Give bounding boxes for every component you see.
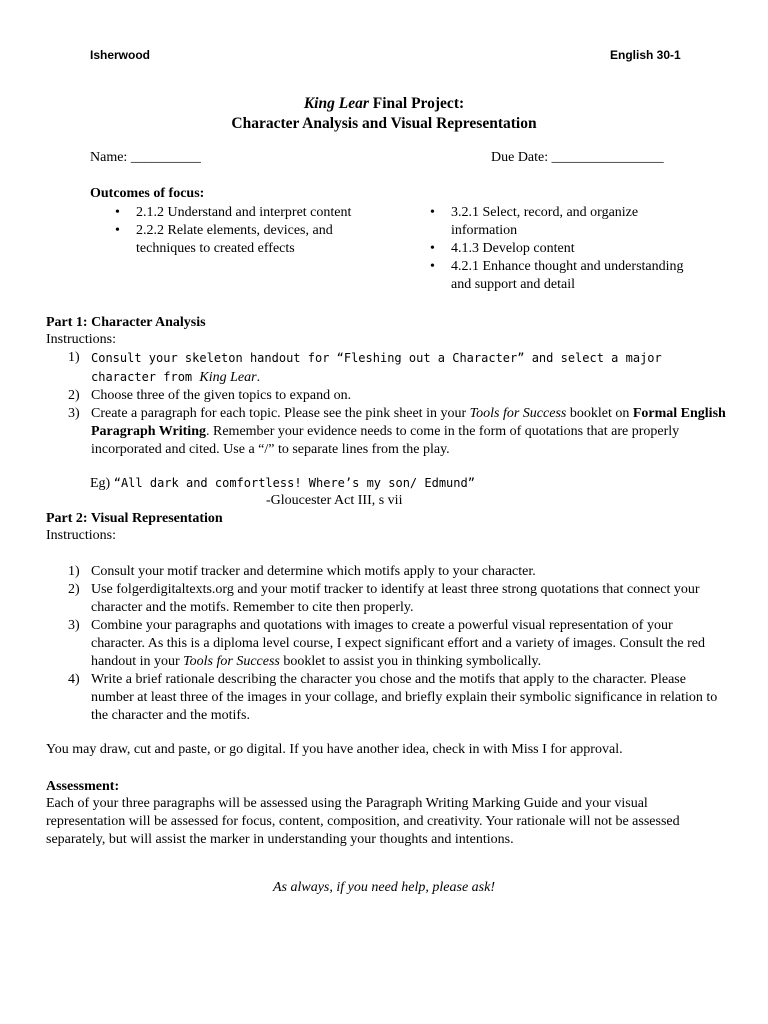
example-citation: -Gloucester Act III, s vii [266, 493, 403, 508]
assessment-text: Each of your three paragraphs will be assessed using the Paragraph Writing Marking Guide and your visual representation will be assessed for focus, content, composition, and creativity. Your rationale will not be assessed separately, but will assist the marker in understanding your thoughts and intentions. [46, 796, 680, 847]
list-text: . [256, 370, 261, 385]
list-number: 1) [68, 564, 80, 579]
list-item [46, 387, 726, 405]
list-number: 4) [68, 672, 80, 687]
title-line1-rest: Final Project: [368, 95, 465, 112]
header-course: English 30-1 [610, 48, 681, 62]
assessment-heading: Assessment: [46, 779, 120, 794]
list-text: Use folgerdigitaltexts.org and your motif tracker to identify at least three strong quotations that connect your character and the motifs. Remember to cite then properly. [91, 582, 700, 615]
outcomes-right-list [428, 204, 698, 294]
part2-instructions-label: Instructions: [46, 528, 116, 543]
header-teacher-name: Isherwood [90, 48, 151, 62]
play-title-ref: King Lear [199, 370, 257, 385]
outcome-item: • 4.1.3 Develop content [428, 240, 698, 258]
example-quote [90, 474, 475, 493]
list-number: 3) [68, 618, 80, 633]
page-title [0, 94, 768, 134]
list-text: booklet to assist you in thinking symbolically. [279, 654, 542, 669]
list-text: Consult your motif tracker and determine which motifs apply to your character. [91, 564, 536, 579]
outcome-item: • 2.1.2 Understand and interpret content [113, 204, 363, 222]
booklet-title-ref: Tools for Success [469, 406, 567, 421]
list-item [46, 581, 726, 617]
part1-instructions-label: Instructions: [46, 332, 116, 347]
title-play: King Lear [303, 95, 369, 112]
example-label: Eg) [90, 476, 114, 491]
list-text: Consult your skeleton handout for “Fleshing out a Character” and select a major character from [91, 351, 662, 384]
list-text: Create a paragraph for each topic. Please see the pink sheet in your [91, 406, 470, 421]
options-note: You may draw, cut and paste, or go digital. If you have another idea, check in with Miss I for approval. [46, 742, 623, 757]
list-number: 2) [68, 388, 80, 403]
booklet-title-ref: Tools for Success [183, 654, 280, 669]
list-text: Combine your paragraphs and quotations with images to create a powerful visual representation of your character. As this is a diploma level course, I expect significant effort and a variety of images. Consult the red handout in your [91, 618, 705, 669]
list-number: 2) [68, 582, 80, 597]
list-text: Choose three of the given topics to expand on. [91, 388, 352, 403]
list-item [46, 405, 726, 459]
part1-list [46, 349, 726, 459]
part2-list [46, 563, 726, 725]
list-item [46, 563, 726, 581]
closing-note: As always, if you need help, please ask! [272, 880, 495, 895]
list-item [46, 671, 726, 725]
list-item [46, 617, 726, 671]
list-text: Write a brief rationale describing the character you chose and the motifs that apply to the character. Please number at least three of the images in your collage, and briefly explain their symbolic significance in relation to the character and the motifs. [91, 672, 718, 723]
list-number: 3) [68, 406, 80, 421]
outcomes-heading: Outcomes of focus: [90, 186, 205, 201]
due-date-field: Due Date: ________________ [491, 150, 664, 165]
list-bold-text: Formal English Paragraph Writing [91, 406, 726, 439]
list-item [46, 349, 726, 387]
outcome-item: • 3.2.1 Select, record, and organize information [428, 204, 698, 240]
example-quote-text: “All dark and comfortless! Where’s my son/ Edmund” [113, 476, 475, 490]
list-number: 1) [68, 350, 80, 365]
title-line2: Character Analysis and Visual Representation [231, 115, 537, 132]
name-field: Name: __________ [90, 150, 201, 165]
outcome-item: • 2.2.2 Relate elements, devices, and techniques to created effects [113, 222, 363, 258]
part1-heading: Part 1: Character Analysis [46, 315, 206, 330]
outcome-item: • 4.2.1 Enhance thought and understanding and support and detail [428, 258, 698, 294]
list-text: . Remember your evidence needs to come in the form of quotations that are properly incorporated and cited. Use a “/” to separate lines from the play. [91, 424, 680, 457]
outcomes-left-list [113, 204, 363, 258]
part2-heading: Part 2: Visual Representation [46, 511, 223, 526]
list-text: booklet on [566, 406, 633, 421]
